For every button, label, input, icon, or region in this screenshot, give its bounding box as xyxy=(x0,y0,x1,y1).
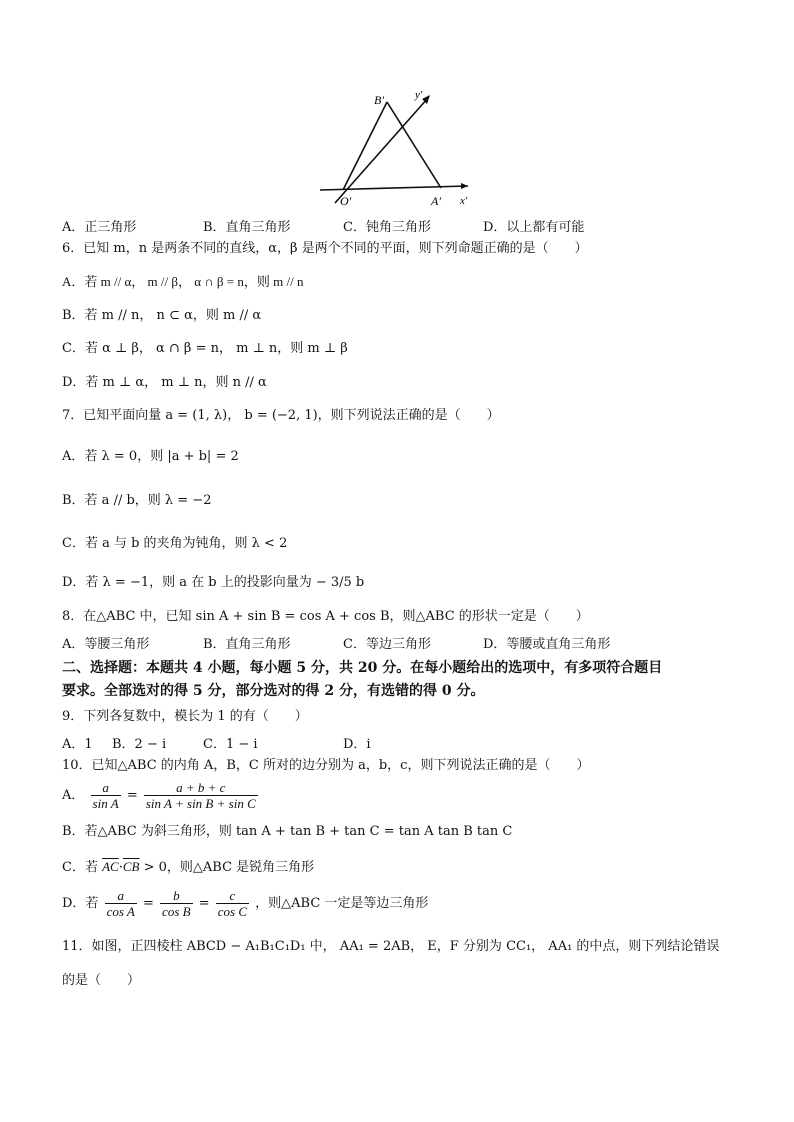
q8-option-d: D．等腰或直角三角形 xyxy=(483,637,611,652)
q6-option-d: D．若 m ⊥ α， m ⊥ n，则 n // α xyxy=(62,375,267,390)
oblique-triangle-figure xyxy=(310,86,480,211)
label-o: O' xyxy=(340,194,352,208)
q6-option-c: C．若 α ⊥ β， α ∩ β = n， m ⊥ n，则 m ⊥ β xyxy=(62,341,348,356)
q9-option-d: D．i xyxy=(343,737,371,752)
side-ob xyxy=(343,102,387,190)
q5-option-d: D．以上都有可能 xyxy=(483,220,585,235)
q9-option-c: C．1 − i xyxy=(203,737,258,752)
label-x: x' xyxy=(460,195,468,207)
section2-line1: 二、选择题：本题共 4 小题，每小题 5 分，共 20 分。在每小题给出的选项中，有多项符合题目 xyxy=(62,660,663,676)
q9-option-a: A．1 xyxy=(62,737,93,752)
vector-cb: $\overline{CB}$ xyxy=(122,859,140,874)
q6-stem: 6．已知 m，n 是两条不同的直线，α，β 是两个不同的平面，则下列命题正确的是（ ） xyxy=(62,241,588,256)
q7-option-b: B．若 a // b，则 λ = −2 xyxy=(62,493,212,508)
q6-option-a: A．若 m // α， m // β， α ∩ β = n，则 m // n xyxy=(62,274,304,289)
label-a: A' xyxy=(431,194,441,208)
section2-line2: 要求。全部选对的得 5 分，部分选对的得 2 分，有选错的得 0 分。 xyxy=(62,683,485,699)
q7-option-c: C．若 a 与 b 的夹角为钝角，则 λ < 2 xyxy=(62,536,288,551)
q9-stem: 9．下列各复数中，模长为 1 的有（ ） xyxy=(62,709,308,724)
q8-option-a: A．等腰三角形 xyxy=(62,637,150,652)
x-axis xyxy=(320,186,468,190)
q8-option-b: B．直角三角形 xyxy=(203,637,291,652)
label-y: y' xyxy=(415,89,423,101)
q10-option-b: B．若△ABC 为斜三角形，则 tan A + tan B + tan C = tan A tan B tan C xyxy=(62,824,513,839)
q10-option-d: D．若 $\frac{a}{\text{cos A}}$ = $\frac{b}{\text{cos B}}$ = $\frac{c}{\text{cos C}}$ ，则△ABC 一定是等边三角形 xyxy=(62,888,429,919)
q10-a-label: A． xyxy=(62,788,85,803)
q7-option-a: A．若 λ = 0，则 |a + b| = 2 xyxy=(62,449,239,464)
vector-ac: $\overline{AC}$ xyxy=(102,859,119,874)
q9-option-b: B．2 − i xyxy=(112,737,167,752)
q5-option-c: C．钝角三角形 xyxy=(343,220,431,235)
q11-line2: 的是（ ） xyxy=(62,973,141,988)
x-axis-arrow xyxy=(461,183,468,189)
q6-option-b: B．若 m // n， n ⊂ α，则 m // α xyxy=(62,308,262,323)
q10-option-a: A． $\frac{a}{\text{sin A}}$ = $\frac{a + b + c}{\text{sin A + sin B + sin C}}$ xyxy=(62,780,256,811)
q10-stem: 10．已知△ABC 的内角 A，B，C 所对的边分别为 a，b，c，则下列说法正确的是（ ） xyxy=(62,758,590,773)
q5-option-b: B．直角三角形 xyxy=(203,220,291,235)
q11-line1: 11．如图，正四棱柱 ABCD − A₁B₁C₁D₁ 中， AA₁ = 2AB， E，F 分别为 CC₁， AA₁ 的中点，则下列结论错误 xyxy=(62,939,720,954)
q10-a-lhs: $\frac{a}{\text{sin A}}$ xyxy=(92,780,119,811)
q5-option-a: A．正三角形 xyxy=(62,220,137,235)
q7-stem: 7．已知平面向量 a = (1, λ)， b = (−2, 1)，则下列说法正确的是（ ） xyxy=(62,408,500,423)
q7-option-d: D．若 λ = −1，则 a 在 b 上的投影向量为 − 3/5 b xyxy=(62,575,365,590)
label-b: B' xyxy=(374,93,384,107)
q8-option-c: C．等边三角形 xyxy=(343,637,431,652)
q10-option-c: C．若 $\overline{AC}\cdot\overline{CB} > 0$，则△ABC 是锐角三角形 xyxy=(62,859,315,875)
q10-a-rhs: $\frac{a + b + c}{\text{sin A + sin B + sin C}}$ xyxy=(145,780,256,811)
q8-stem: 8．在△ABC 中，已知 sin A + sin B = cos A + cos B，则△ABC 的形状一定是（ ） xyxy=(62,609,589,624)
